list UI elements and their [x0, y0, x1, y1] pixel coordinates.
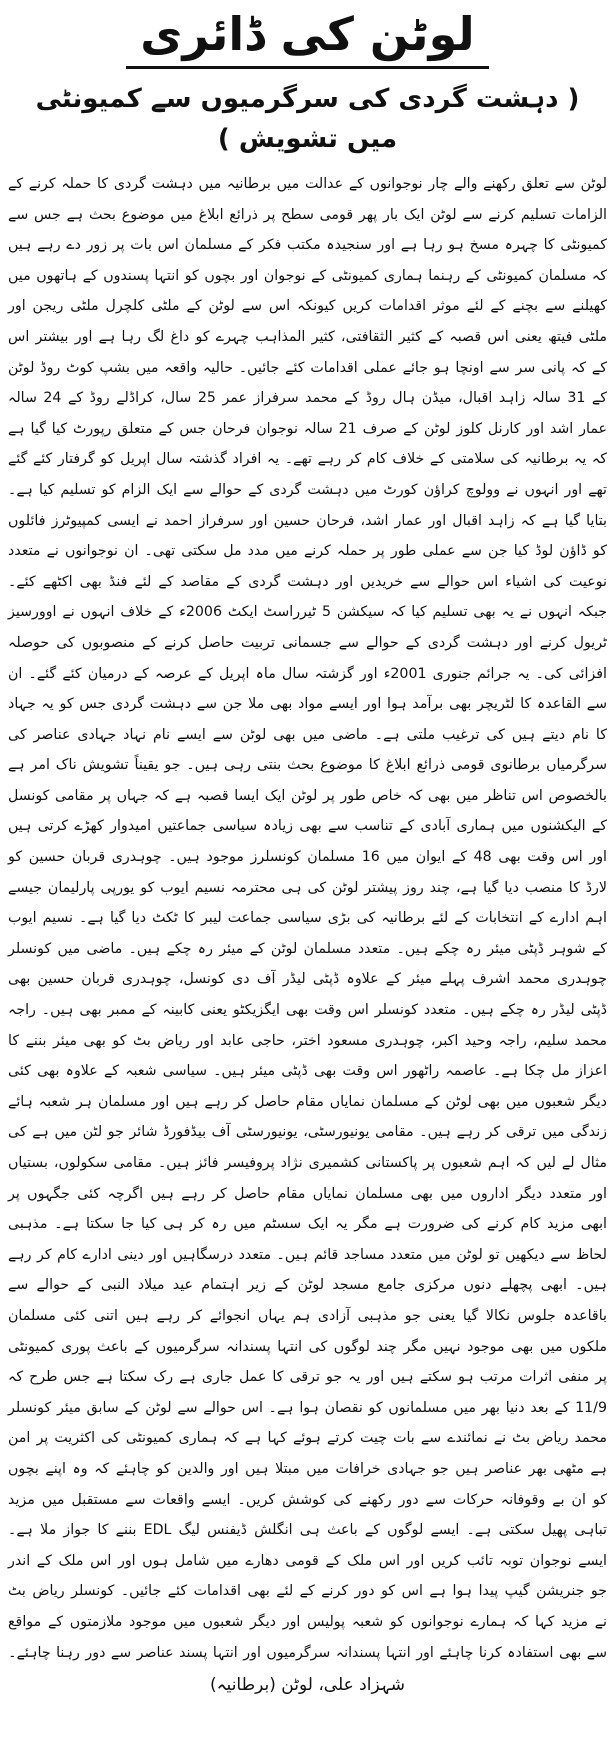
article-body: لوٹن سے تعلق رکھنے والے چار نوجوانوں کے عدالت میں برطانیہ میں دہشت گردی کا حملہ کرنے کے الزامات تسلیم کرنے سے لوٹن ایک بار پھر قومی سطح پر ذرائع ابلاغ میں موضوع بحث ہے جس سے کمیونٹی کا چہرہ مسخ ہو رہا ہے اور سنجیدہ مکتب فکر کے مسلمان اس بات پر زور دے رہے ہیں کہ مسلمان کمیونٹی کے رہنما ہماری کمیونٹی کے نوجوان اور بچوں کو انتہا پسندوں کے ہاتھوں میں کھیلنے سے بچنے کے لئے موثر اقدامات کریں کیونکہ اس سے لوٹن کے ملٹی کلچرل ملٹی ریجن اور ملٹی فیتھ یعنی اس قصبہ کے کثیر الثقافتی، کثیر المذاہب چہرے کو داغ لگ رہا ہے اور بیشتر اس کے کہ پانی سر سے اونچا ہو جائے عملی اقدامات کئے جائیں۔ حالیہ واقعہ میں بشپ کوٹ روڈ لوٹن کے 31 سالہ زاہد اقبال، میڈن ہال روڈ کے محمد سرفراز عمر 25 سال، کراڈلے روڈ کے 24 سالہ عمار اشد اور کارنل کلوز لوٹن کے صرف 21 سالہ نوجوان فرحان جس کے متعلق رپورٹ کیا گیا ہے کہ یہ برطانیہ کی سلامتی کے خلاف کام کر رہے تھے۔ یہ افراد گذشتہ سال اپریل کو گرفتار کئے گئے تھے اور انہوں نے وولوچ کراؤن کورٹ میں دہشت گردی کے حوالے سے ایک الزام کو تسلیم کیا ہے۔ بتایا گیا ہے کہ زاہد اقبال اور عمار اشد، فرحان حسین اور سرفراز احمد نے ایسی کمپیوٹرز فائلوں کو ڈاؤن لوڈ کیا جن سے عملی طور پر حملہ کرنے میں مدد مل سکتی تھی۔ ان نوجوانوں نے متعدد نوعیت کی اشیاء اس حوالے سے خریدیں اور دہشت گردی کے مقاصد کے لئے فنڈ بھی اکٹھے کئے۔ جبکہ انہوں نے یہ بھی تسلیم کیا کہ سیکشن 5 ٹیرراسٹ ایکٹ 2006ء کے خلاف انہوں نے اوورسیز ٹریول کرنے اور دہشت گردی کے حوالے سے جسمانی تربیت حاصل کرنے کے منصوبوں کی حوصلہ افزائی کی۔ یہ جرائم جنوری 2001ء اور گزشتہ سال ماہ اپریل کے عرصہ کے درمیان کئے گئے۔ ان سے القاعدہ کا لٹریچر بھی برآمد ہوا اور ایسے مواد بھی ملا جن سے دہشت گردی جس کو یہ جہاد کا نام دیتے ہیں کی ترغیب ملتی ہے۔ ماضی میں بھی لوٹن سے ایسے نام نہاد جہادی عناصر کی سرگرمیاں برطانوی قومی ذرائع ابلاغ کا موضوع بحث بنتی رہی ہیں۔ جو یقیناً تشویش ناک امر ہے بالخصوص اس تناظر میں بھی کہ خاص طور پر لوٹن ایک ایسا قصبہ ہے کہ جہاں پر مقامی کونسل کے الیکشنوں میں ہماری آبادی کے تناسب سے بھی زیادہ سیاسی جماعتیں امیدوار کھڑے کرتی ہیں اور اس وقت بھی 48 کے ایوان میں 16 مسلمان کونسلرز موجود ہیں۔ چوہدری قربان حسین کو لارڈ کا منصب دیا گیا ہے، چند روز پیشتر لوٹن کی ہی محترمہ نسیم ایوب کو یورپی پارلیمان جیسے اہم ادارے کے انتخابات کے لئے برطانیہ کی بڑی سیاسی جماعت لیبر کا ٹکٹ دیا گیا ہے۔ نسیم ایوب کے شوہر ڈپٹی میئر رہ چکے ہیں۔ متعدد مسلمان لوٹن کے میئر رہ چکے ہیں۔ ماضی میں کونسلر چوہدری محمد اشرف پہلے میئر کے علاوہ ڈپٹی لیڈر آف دی کونسل، چوہدری قربان حسین بھی ڈپٹی لیڈر رہ چکے ہیں۔ متعدد کونسلر اس وقت بھی ایگزیکٹو یعنی کابینہ کے ممبر بھی ہیں۔ راجہ محمد سلیم، راجہ وحید اکبر، چوہدری مسعود اختر، حاجی عابد اور ریاض بٹ کو بھی میئر بننے کا اعزاز مل چکا ہے۔ عاصمہ راٹھور اس وقت بھی ڈپٹی میئر ہیں۔ سیاسی شعبہ کے علاوہ بھی کئی دیگر شعبوں میں بھی لوٹن کے مسلمان نمایاں مقام حاصل کر رہے ہیں اور مسلمان ہر شعبہ ہائے زندگی میں ترقی کر رہے ہیں۔ مقامی یونیورسٹی، یونیورسٹی آف بیڈفورڈ شائر جو لٹن میں ہے کی مثال لے لیں کہ اہم شعبوں پر پاکستانی کشمیری نژاد پروفیسر فائز ہیں۔ مقامی سکولوں، بستیاں اور متعدد دیگر اداروں میں بھی مسلمان نمایاں مقام حاصل کر رہے ہیں اگرچہ کئی جگہوں پر ابھی مزید کام کرنے کی ضرورت ہے مگر یہ ایک سسٹم میں رہ کر ہی کیا جا سکتا ہے۔ مذہبی لحاظ سے دیکھیں تو لوٹن میں متعدد مساجد قائم ہیں۔ متعدد درسگاہیں اور دینی ادارے کام کر رہے ہیں۔ ابھی پچھلے دنوں مرکزی جامع مسجد لوٹن کے زیر اہتمام عید میلاد النبی کے حوالے سے باقاعدہ جلوس نکالا گیا یعنی جو مذہبی آزادی ہم یہاں انجوائے کر رہے ہیں اتنی کئی مسلمان ملکوں میں بھی موجود نہیں مگر چند لوگوں کی انتہا پسندانہ سرگرمیوں کے باعث پوری کمیونٹی پر منفی اثرات مرتب ہو سکتے ہیں اور یہ جو ترقی کا عمل جاری ہے رک سکتا ہے جس طرح کہ 11/9 کے بعد دنیا بھر میں مسلمانوں کو نقصان ہوا ہے۔ اس حوالے سے لوٹن کے سابق میئر کونسلر محمد ریاض بٹ نے نمائندے سے بات چیت کرتے ہوئے کہا ہے کہ ہماری کمیونٹی کی اکثریت پر امن ہے مٹھی بھر عناصر ہیں جو جہادی خرافات میں مبتلا ہیں اور والدین کو چاہئے کہ وہ اپنے بچوں کو ان بے وقوفانہ حرکات سے دور رکھنے کی کوشش کریں۔ ایسے واقعات سے مستقبل میں مزید تباہی پھیل سکتی ہے۔ ایسے لوگوں کے باعث ہی انگلش ڈیفنس لیگ EDL بننے کا جواز ملا ہے۔ ایسے نوجوان توبہ تائب کریں اور اس ملک کے قومی دھارے میں شامل ہوں اور اس ملک کے اندر جو جنریشن گیپ پیدا ہوا ہے اس کو دور کرنے کے لئے بھی اقدامات کئے جائیں۔ کونسلر ریاض بٹ نے مزید کہا کہ ہمارے نوجوانوں کو شعبہ پولیس اور دیگر شعبوں میں موجود ملازمتوں کے مواقع سے بھی استفادہ کرنا چاہئے اور انتہا پسندانہ سرگرمیوں اور انتہا پسند عناصر سے دور رہنا چاہئے۔ [8, 176, 608, 1661]
author-byline: شہزاد علی، لوٹن (برطانیہ) [209, 1675, 406, 1696]
column-title: لوٹن کی ڈائری [126, 4, 488, 69]
masthead [8, 0, 607, 159]
column-subtitle: ( دہشت گردی کی سرگرمیوں سے کمیونٹی میں تشویش ) [35, 84, 580, 154]
